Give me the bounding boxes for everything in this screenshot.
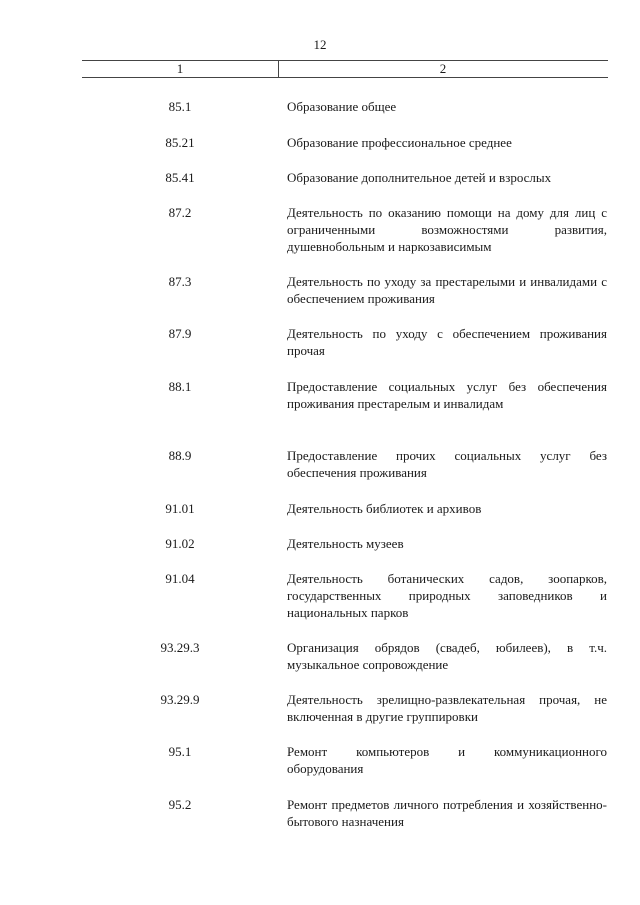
- activity-description: Деятельность зрелищно-развлекательная прочая, не включенная в другие группировки: [287, 692, 607, 724]
- activity-description: Деятельность музеев: [287, 536, 404, 551]
- activity-code: 91.04: [165, 571, 195, 586]
- activity-code: 85.41: [165, 170, 195, 185]
- activity-code: 93.29.9: [160, 692, 200, 707]
- page-number: 12: [313, 37, 327, 52]
- activity-code: 88.9: [168, 448, 192, 463]
- activity-code: 95.1: [168, 744, 192, 759]
- column-header-code: 1: [176, 61, 184, 76]
- activity-description: Организация обрядов (свадеб, юбилеев), в т.ч. музыкальное сопровождение: [287, 640, 607, 672]
- activity-description: Деятельность по уходу с обеспечением проживания прочая: [287, 326, 607, 358]
- activity-code: 88.1: [168, 379, 192, 394]
- activity-code: 87.3: [168, 274, 192, 289]
- activity-description: Предоставление прочих социальных услуг без обеспечения проживания: [287, 448, 607, 480]
- activity-description: Деятельность библиотек и архивов: [287, 501, 482, 516]
- activity-description: Деятельность ботанических садов, зоопарков, государственных природных заповедников и национальных парков: [287, 571, 607, 620]
- activity-code: 85.21: [165, 135, 195, 150]
- activity-code: 95.2: [168, 797, 192, 812]
- activity-description: Образование общее: [287, 99, 397, 114]
- activity-description: Образование профессиональное среднее: [287, 135, 512, 150]
- activity-description: Предоставление социальных услуг без обеспечения проживания престарелым и инвалидам: [287, 379, 607, 411]
- activity-code: 87.2: [168, 205, 192, 220]
- activity-description: Деятельность по уходу за престарелыми и инвалидами с обеспечением проживания: [287, 274, 607, 306]
- activity-code: 87.9: [168, 326, 192, 341]
- activity-description: Ремонт предметов личного потребления и хозяйственно-бытового назначения: [287, 797, 607, 829]
- column-header-description: 2: [439, 61, 447, 76]
- activity-description: Ремонт компьютеров и коммуникационного оборудования: [287, 744, 607, 776]
- activity-code: 91.02: [165, 536, 195, 551]
- activity-description: Образование дополнительное детей и взрослых: [287, 170, 552, 185]
- activity-code: 91.01: [165, 501, 195, 516]
- activity-code: 93.29.3: [160, 640, 200, 655]
- activity-code: 85.1: [168, 99, 192, 114]
- activity-description: Деятельность по оказанию помощи на дому для лиц с ограниченными возможностями развития, душевнобольным и наркозависимым: [287, 205, 607, 254]
- table-header: [82, 60, 608, 78]
